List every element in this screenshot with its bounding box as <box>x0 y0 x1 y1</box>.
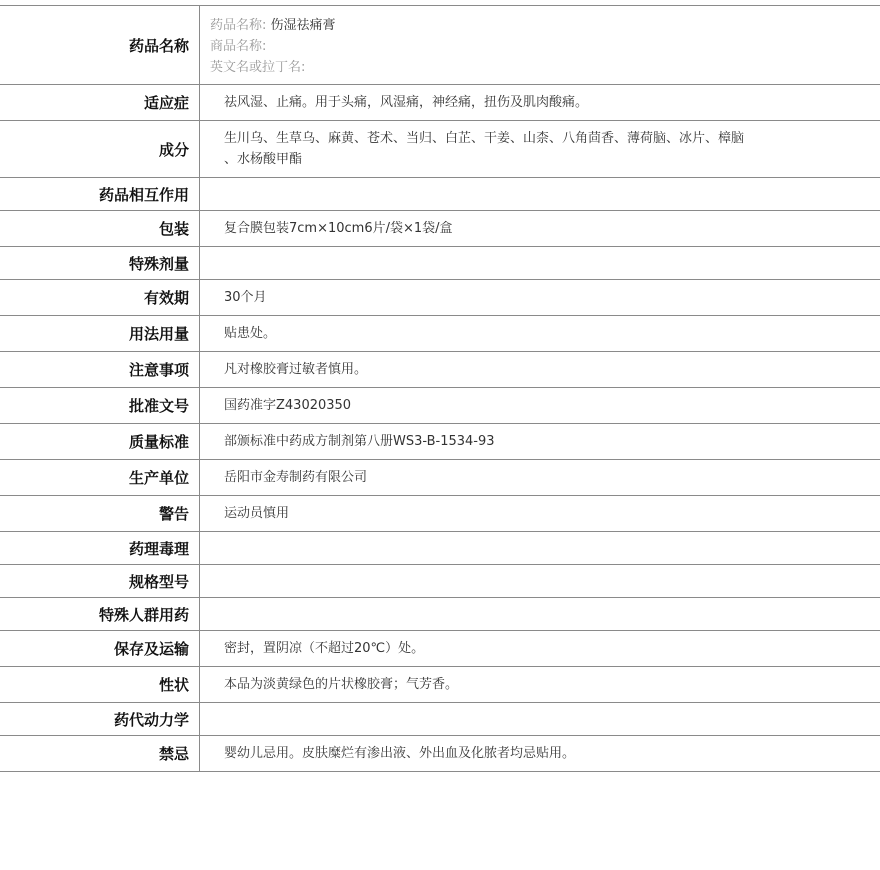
row-label: 药理毒理 <box>0 532 200 564</box>
row-value-line: 国药准字Z43020350 <box>224 398 352 413</box>
row-label: 用法用量 <box>0 316 200 351</box>
table-row <box>0 496 880 532</box>
drug-info-table <box>0 5 880 772</box>
row-label: 注意事项 <box>0 352 200 387</box>
row-label: 禁忌 <box>0 736 200 771</box>
row-label: 包装 <box>0 211 200 246</box>
info-rows <box>0 85 880 772</box>
row-value <box>200 532 880 564</box>
row-label: 药品名称 <box>0 6 200 84</box>
row-value-line: 本品为淡黄绿色的片状橡胶膏；气芳香。 <box>224 677 459 692</box>
row-label: 质量标准 <box>0 424 200 459</box>
table-row <box>0 460 880 496</box>
row-value-line: 30个月 <box>224 290 267 305</box>
drug-name-row <box>0 6 880 85</box>
row-label: 药代动力学 <box>0 703 200 735</box>
row-label: 生产单位 <box>0 460 200 495</box>
table-row <box>0 631 880 667</box>
row-value <box>200 388 880 423</box>
table-row <box>0 121 880 178</box>
row-label: 规格型号 <box>0 565 200 597</box>
row-value-line: 婴幼儿忌用。皮肤糜烂有渗出液、外出血及化脓者均忌贴用。 <box>224 746 576 761</box>
trade-name-line <box>210 36 870 57</box>
row-value-line: 密封，置阴凉（不超过20℃）处。 <box>224 641 425 656</box>
row-label: 警告 <box>0 496 200 531</box>
row-value-line: 凡对橡胶膏过敏者慎用。 <box>224 362 368 377</box>
table-row <box>0 280 880 316</box>
row-value <box>200 316 880 351</box>
row-value-line: 贴患处。 <box>224 326 277 341</box>
generic-name-line <box>210 15 870 36</box>
row-value-line: 复合膜包装7cm×10cm6片/袋×1袋/盒 <box>224 221 453 236</box>
row-value <box>200 247 880 279</box>
row-value <box>200 280 880 315</box>
row-value <box>200 598 880 630</box>
table-row <box>0 85 880 121</box>
table-row <box>0 352 880 388</box>
row-value <box>200 703 880 735</box>
table-row <box>0 598 880 631</box>
row-value <box>200 352 880 387</box>
row-value-line: 、水杨酸甲酯 <box>224 152 303 167</box>
row-value <box>200 178 880 210</box>
table-row <box>0 178 880 211</box>
english-name-key: 英文名或拉丁名: <box>210 60 306 75</box>
row-label: 保存及运输 <box>0 631 200 666</box>
row-label: 特殊剂量 <box>0 247 200 279</box>
row-label: 适应症 <box>0 85 200 120</box>
row-label: 特殊人群用药 <box>0 598 200 630</box>
table-row <box>0 388 880 424</box>
row-value <box>200 496 880 531</box>
row-value <box>200 460 880 495</box>
table-row <box>0 736 880 772</box>
table-row <box>0 211 880 247</box>
row-value <box>200 565 880 597</box>
row-label: 有效期 <box>0 280 200 315</box>
row-value <box>200 667 880 702</box>
row-value-line: 岳阳市金寿制药有限公司 <box>224 470 368 485</box>
generic-name-key: 药品名称: <box>210 18 267 33</box>
english-name-line <box>210 57 870 78</box>
generic-name-value: 伤湿祛痛膏 <box>270 18 336 33</box>
row-value <box>200 85 880 120</box>
row-value-line: 部颁标准中药成方制剂第八册WS3-B-1534-93 <box>224 434 495 449</box>
row-value-line: 运动员慎用 <box>224 506 290 521</box>
row-value-line: 祛风湿、止痛。用于头痛，风湿痛，神经痛，扭伤及肌肉酸痛。 <box>224 95 589 110</box>
table-row <box>0 667 880 703</box>
row-label: 药品相互作用 <box>0 178 200 210</box>
table-row <box>0 316 880 352</box>
row-label: 批准文号 <box>0 388 200 423</box>
table-row <box>0 532 880 565</box>
table-row <box>0 247 880 280</box>
row-value <box>200 121 880 177</box>
table-row <box>0 703 880 736</box>
drug-name-values <box>200 6 880 84</box>
row-value <box>200 424 880 459</box>
row-label: 性状 <box>0 667 200 702</box>
row-value-line: 生川乌、生草乌、麻黄、苍术、当归、白芷、干姜、山柰、八角茴香、薄荷脑、冰片、樟脑 <box>224 131 745 146</box>
table-row <box>0 565 880 598</box>
row-value <box>200 631 880 666</box>
table-row <box>0 424 880 460</box>
row-label: 成分 <box>0 121 200 177</box>
row-value <box>200 211 880 246</box>
trade-name-key: 商品名称: <box>210 39 267 54</box>
row-value <box>200 736 880 771</box>
